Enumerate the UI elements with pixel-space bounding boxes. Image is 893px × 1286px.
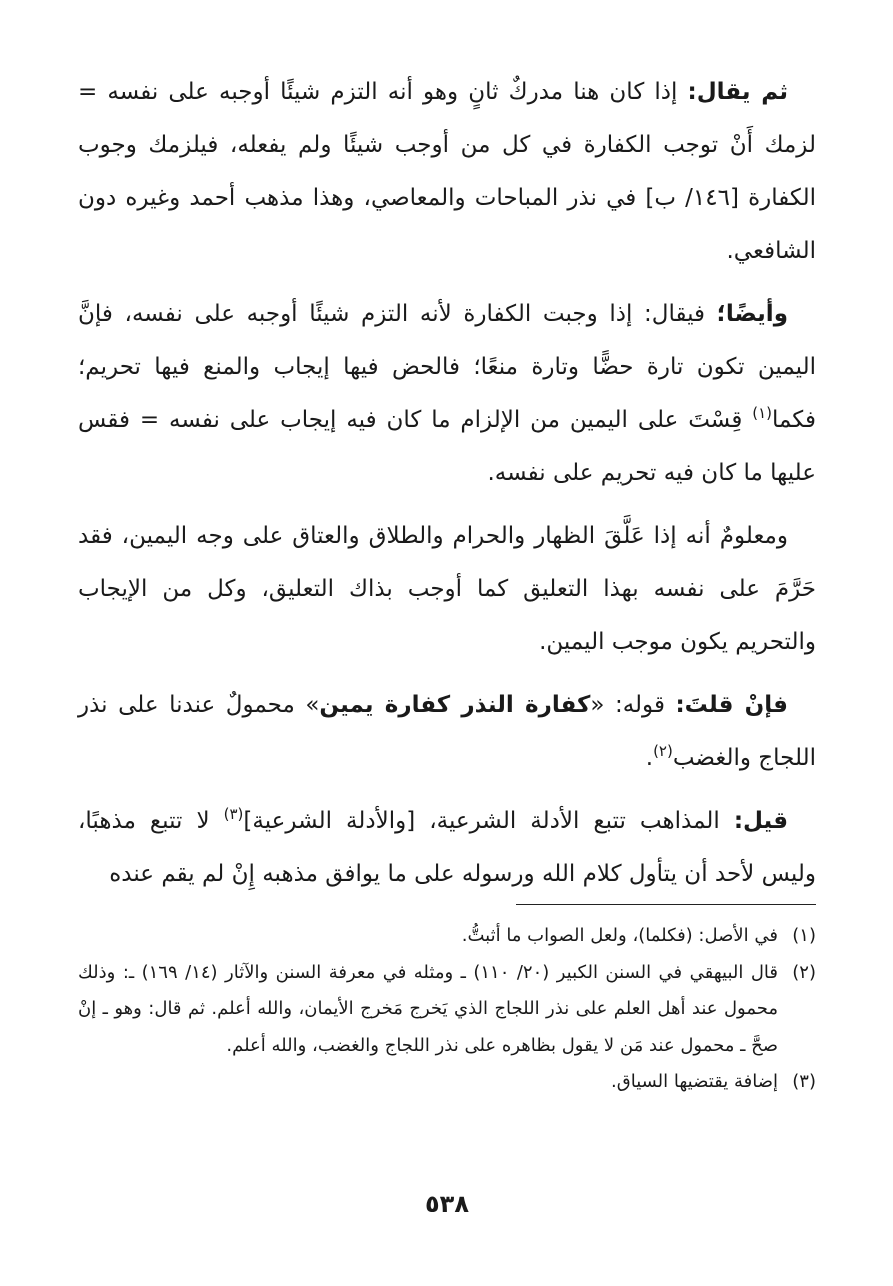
- paragraph-text: ومعلومٌ أنه إذا عَلَّقَ الظهار والحرام والطلاق والعتاق على وجه اليمين، فقد حَرَّمَ على نفسه بهذا التعليق كما أوجب بذاك التعليق، وكل من الإيجاب والتحريم يكون موجب اليمين.: [78, 523, 816, 655]
- paragraph-2: [78, 288, 816, 500]
- page-number: ٥٣٨: [425, 1190, 469, 1218]
- footnote-reference: (٢): [653, 742, 673, 760]
- footnote-text: قال البيهقي في السنن الكبير (٢٠/ ١١٠) ـ ومثله في معرفة السنن والآثار (١٤/ ١٦٩) ـ: وذلك محمول عند أهل العلم على نذر اللجاج الذي يَخرج مَخرج الأيمان، والله أعلم. ثم قال: وهو ـ إنْ صحَّ ـ محمول عند مَن لا يقول بظاهره على نذر اللجاج والغضب، والله أعلم.: [78, 961, 778, 1056]
- paragraph-text: المذاهب تتبع الأدلة الشرعية، [والأدلة الشرعية]: [243, 808, 734, 834]
- footnote-1: [78, 918, 816, 955]
- paragraph-lead: قيل:: [733, 808, 789, 834]
- footnote-number: (٢): [792, 961, 816, 983]
- paragraph-text: .: [645, 745, 654, 771]
- paragraph-5: [78, 795, 816, 901]
- paragraph-text: » محمولٌ عندنا على نذر اللجاج والغضب: [78, 692, 816, 771]
- paragraph-text: إذا كان هنا مدركٌ ثانٍ وهو أنه التزم شيئًا أوجبه على نفسه = لزمك أَنْ توجب الكفارة في كل من أوجب شيئًا ولم يفعله، فيلزمك وجوب الكفارة [١٤٦/ ب] في نذر المباحات والمعاصي، وهذا مذهب أحمد وغيره دون الشافعي.: [78, 79, 816, 264]
- footnote-reference: (١): [752, 404, 772, 422]
- paragraph-lead: ثم يقال:: [687, 79, 788, 105]
- paragraph-text: قوله: «: [590, 692, 676, 718]
- footnote-reference: (٣): [223, 805, 244, 823]
- main-text: [78, 66, 816, 901]
- book-page: [78, 66, 816, 1256]
- paragraph-1: [78, 66, 816, 278]
- paragraph-text: لا تتبع مذهبًا، وليس لأحد أن يتأول كلام الله ورسوله على ما يوافق مذهبه إِنْ لم يقم عنده: [78, 808, 816, 887]
- paragraph-text: فيقال: إذا وجبت الكفارة لأنه التزم شيئًا أوجبه على نفسه، فإنَّ اليمين تكون تارة حضًّا وتارة منعًا؛ فالحض فيها إيجاب والمنع فيها تحريم؛ فكما: [78, 301, 816, 433]
- footnote-3: [78, 1064, 816, 1101]
- footnote-number: (٣): [792, 1071, 816, 1092]
- footnote-number: (١): [792, 925, 816, 946]
- footnotes: [78, 918, 816, 1101]
- footnote-2: [78, 955, 816, 1065]
- paragraph-text: قِسْتَ على اليمين من الإلزام ما كان فيه إيجاب على نفسه = فقس عليها ما كان فيه تحريم على نفسه.: [78, 407, 816, 486]
- footnote-text: إضافة يقتضيها السياق.: [611, 1071, 778, 1092]
- paragraph-lead: فإنْ قلتَ:: [675, 692, 788, 718]
- footnote-text: في الأصل: (فكلما)، ولعل الصواب ما أثبتُّ.: [461, 925, 778, 946]
- footnote-separator: [516, 904, 816, 905]
- paragraph-4: [78, 679, 816, 785]
- hadith-quote: كفارة النذر كفارة يمين: [319, 692, 591, 718]
- paragraph-3: [78, 510, 816, 669]
- paragraph-lead: وأيضًا؛: [716, 301, 788, 327]
